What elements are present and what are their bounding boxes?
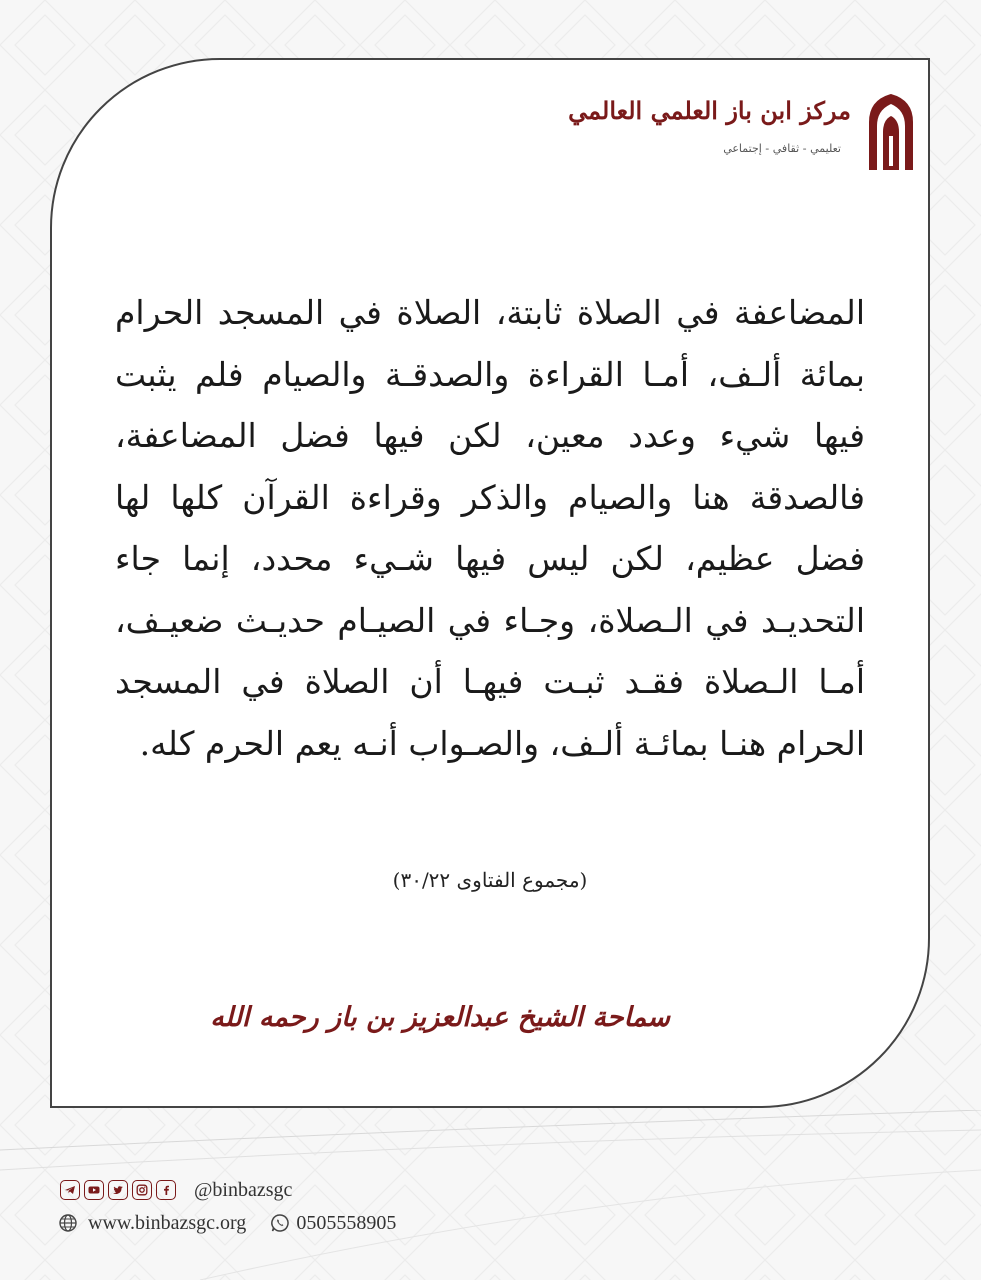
fatwa-text: المضاعفة في الصلاة ثابتة، الصلاة في المسجد الحرام بمائة ألـف، أمـا القراءة والصدقـة والصيام فلم يثبت فيها شيء وعدد معين، لكن فيها فضل المضاعفة، فالصدقة هنا والصيام والذكر وقراءة القرآن كلها لها فضل عظيم، لكن ليس فيها شـيء محدد، إنما جاء التحديـد في الـصلاة، وجـاء في الصيـام حديـث ضعيـف، أمـا الـصلاة فقـد ثبـت فيهـا أن الصلاة في المسجد الحرام هنـا بمائـة ألـف، والصـواب أنـه يعم الحرم كله. (115, 293, 865, 763)
logo-title: مركز ابن باز العلمي العالمي (568, 96, 851, 125)
contact-info (58, 1210, 396, 1236)
social-handle[interactable]: @binbazsgc (194, 1178, 293, 1201)
globe-icon (58, 1213, 78, 1233)
facebook-icon[interactable] (156, 1180, 176, 1200)
telegram-icon[interactable] (60, 1180, 80, 1200)
whatsapp-icon (270, 1213, 290, 1233)
youtube-icon[interactable] (84, 1180, 104, 1200)
center-logo (568, 92, 919, 177)
phone-number[interactable]: 0505558905 (296, 1211, 397, 1234)
twitter-icon[interactable] (108, 1180, 128, 1200)
social-links (60, 1178, 292, 1202)
signature: سماحة الشيخ عبدالعزيز بن باز رحمه الله (210, 1002, 670, 1033)
citation: (مجموع الفتاوى ٣٠/٢٢) (392, 868, 588, 892)
website-link[interactable]: www.binbazsgc.org (88, 1211, 247, 1234)
mosque-emblem-icon (863, 92, 919, 172)
logo-subtitle: تعليمي - ثقافي - إجتماعي (723, 142, 841, 155)
instagram-icon[interactable] (132, 1180, 152, 1200)
